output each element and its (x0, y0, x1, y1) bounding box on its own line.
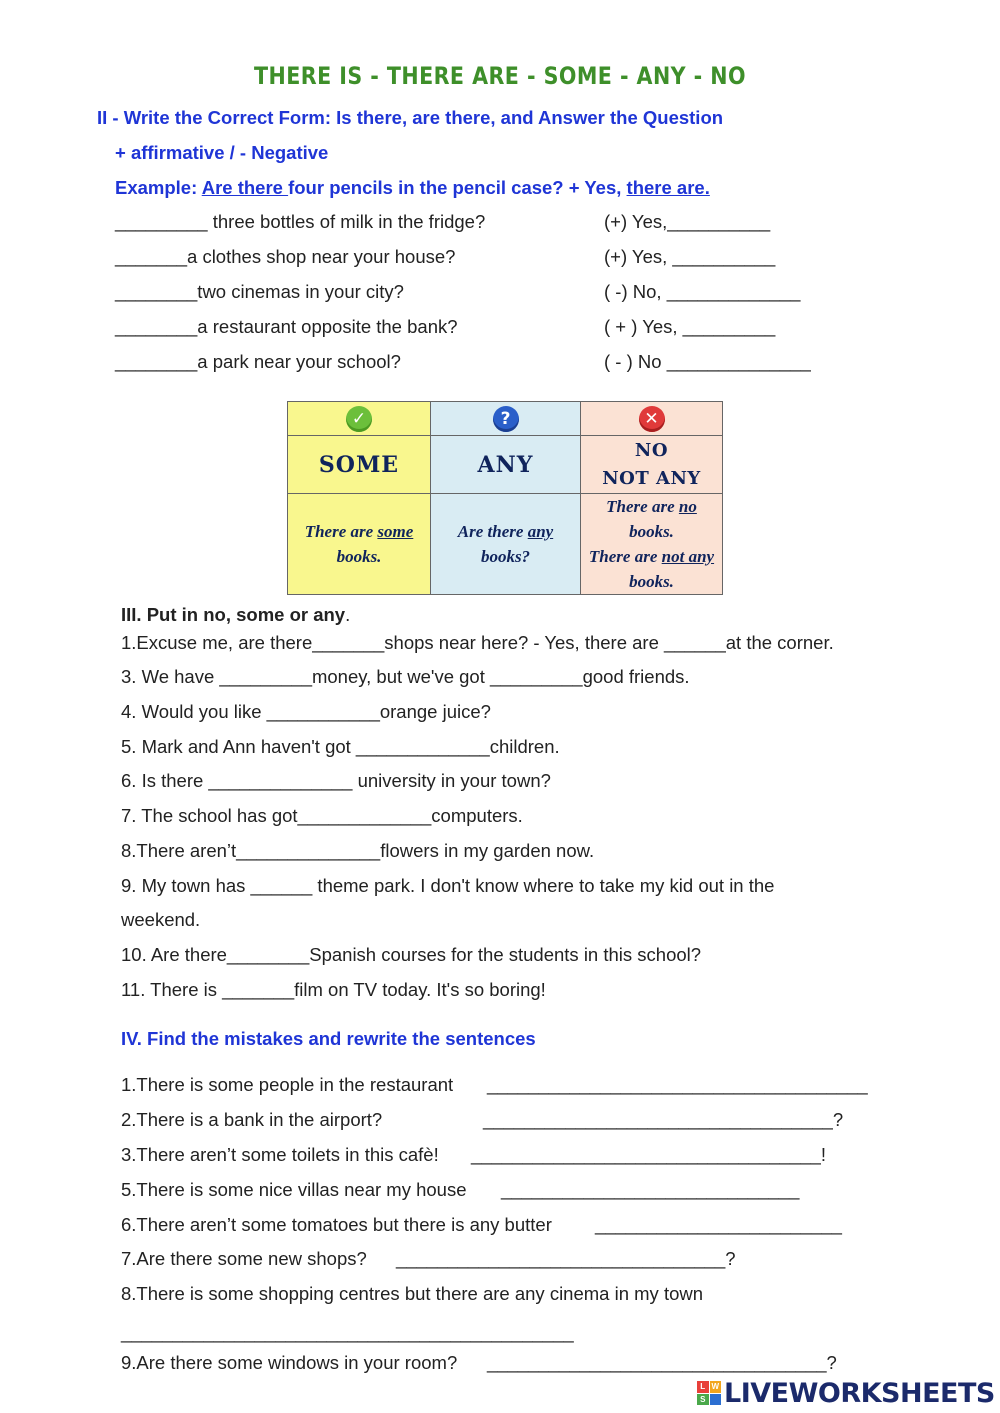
rewrite-blank: _____________________________ (501, 1179, 800, 1200)
exercise-3-item: 4. Would you like ___________orange juice? (121, 701, 491, 722)
liveworksheets-wordmark: LIVEWORKSHEETS (724, 1377, 995, 1409)
exercise-2-answer: (+) Yes,__________ (604, 211, 771, 232)
rewrite-blank: __________________________________? (483, 1109, 844, 1130)
no-header (581, 436, 723, 494)
check-icon: ✓ (346, 406, 372, 432)
exercise-3-item: 1.Excuse me, are there_______shops near here? - Yes, there are ______at the corner. (121, 632, 834, 653)
mistake-sentence: 7.Are there some new shops? (121, 1248, 367, 1269)
not-any-example-pre: There are (588, 547, 662, 566)
exercise-3-item: 10. Are there________Spanish courses for the students in this school? (121, 944, 702, 965)
cross-icon: ✕ (639, 406, 665, 432)
some-any-no-table (287, 401, 723, 595)
section-3-heading-text: III. Put in no, some or any (121, 604, 346, 625)
exercise-3-item: 3. We have _________money, but we've got _________good friends. (121, 666, 690, 687)
rewrite-blank: ________________________________? (396, 1248, 736, 1269)
exercise-3-item: 11. There is _______film on TV today. It's so boring! (121, 979, 546, 1000)
rewrite-blank: _________________________________? (487, 1352, 837, 1373)
exercise-3-item: 9. My town has ______ theme park. I don't know where to take my kid out in the (121, 875, 775, 896)
exercise-2-answer: ( -) No, _____________ (604, 281, 801, 302)
exercise-2-answer: (+) Yes, __________ (604, 246, 776, 267)
any-icon-cell (431, 402, 581, 436)
no-example-pre: There are (606, 497, 679, 516)
liveworksheets-logo (697, 1378, 995, 1408)
mistake-sentence: 9.Are there some windows in your room? (121, 1352, 458, 1373)
exercise-3-item: 5. Mark and Ann haven't got _____________children. (121, 736, 560, 757)
liveworksheets-icon: L W S (697, 1381, 721, 1405)
mistake-sentence: 1.There is some people in the restaurant (121, 1074, 454, 1095)
example-label: Example: (115, 177, 202, 198)
any-example-pre: Are there (457, 522, 528, 541)
any-example-keyword: any (527, 522, 554, 541)
example-answer: there are. (626, 177, 710, 198)
some-icon-cell (288, 402, 431, 436)
section-2-heading: II - Write the Correct Form: Is there, are there, and Answer the Question (97, 107, 724, 128)
some-example-keyword: some (377, 522, 414, 541)
question-icon: ? (493, 406, 519, 432)
rewrite-blank: _____________________________________ (487, 1074, 868, 1095)
exercise-3-item-continued: weekend. (121, 909, 201, 930)
exercise-2-question: ________a restaurant opposite the bank? (115, 316, 458, 337)
some-example (288, 494, 431, 595)
section-2-example (115, 177, 710, 199)
section-3-heading-dot: . (345, 604, 351, 625)
mistake-sentence: 6.There aren’t some tomatoes but there is any butter (121, 1214, 552, 1235)
no-example-post: books. (629, 522, 674, 541)
exercise-2-answer: ( + ) Yes, _________ (604, 316, 776, 337)
no-example-keyword: no (678, 497, 697, 516)
mistake-sentence: 5.There is some nice villas near my house (121, 1179, 467, 1200)
not-any-example-post: books. (629, 572, 674, 591)
mistake-sentence: 2.There is a bank in the airport? (121, 1109, 383, 1130)
exercise-2-question: ________two cinemas in your city? (115, 281, 404, 302)
not-any-header-line: NOT ANY (602, 467, 701, 489)
example-question-answer: Are there (201, 177, 289, 198)
section-3-heading (121, 604, 350, 626)
exercise-2-question: _______a clothes shop near your house? (115, 246, 456, 267)
any-example (431, 494, 581, 595)
exercise-3-item: 6. Is there ______________ university in your town? (121, 770, 551, 791)
example-question-rest: four pencils in the pencil case? + Yes, (288, 177, 627, 198)
exercise-2-question: ________a park near your school? (115, 351, 401, 372)
exercise-3-item: 7. The school has got_____________computers. (121, 805, 523, 826)
no-icon-cell (581, 402, 723, 436)
exercise-3-item: 8.There aren’t______________flowers in my garden now. (121, 840, 595, 861)
mistake-sentence: 3.There aren’t some toilets in this cafè! (121, 1144, 439, 1165)
rewrite-blank: __________________________________! (471, 1144, 826, 1165)
exercise-2-question: _________ three bottles of milk in the fridge? (115, 211, 486, 232)
no-header-line: NO (634, 439, 669, 461)
some-example-post: books. (336, 547, 382, 566)
rewrite-blank: ____________________________________________ (121, 1322, 574, 1343)
rewrite-blank: ________________________ (595, 1214, 842, 1235)
mistake-sentence: 8.There is some shopping centres but there are any cinema in my town (121, 1283, 704, 1304)
any-example-post: books? (480, 547, 531, 566)
worksheet-title: THERE IS - THERE ARE - SOME - ANY - NO (254, 62, 746, 90)
no-example (581, 494, 723, 595)
exercise-2-answer: ( - ) No ______________ (604, 351, 811, 372)
section-2-legend: + affirmative / - Negative (115, 142, 329, 163)
section-4-heading: IV. Find the mistakes and rewrite the sentences (121, 1028, 536, 1049)
some-example-pre: There are (304, 522, 378, 541)
some-header: SOME (288, 436, 431, 494)
not-any-example-keyword: not any (661, 547, 715, 566)
any-header: ANY (431, 436, 581, 494)
